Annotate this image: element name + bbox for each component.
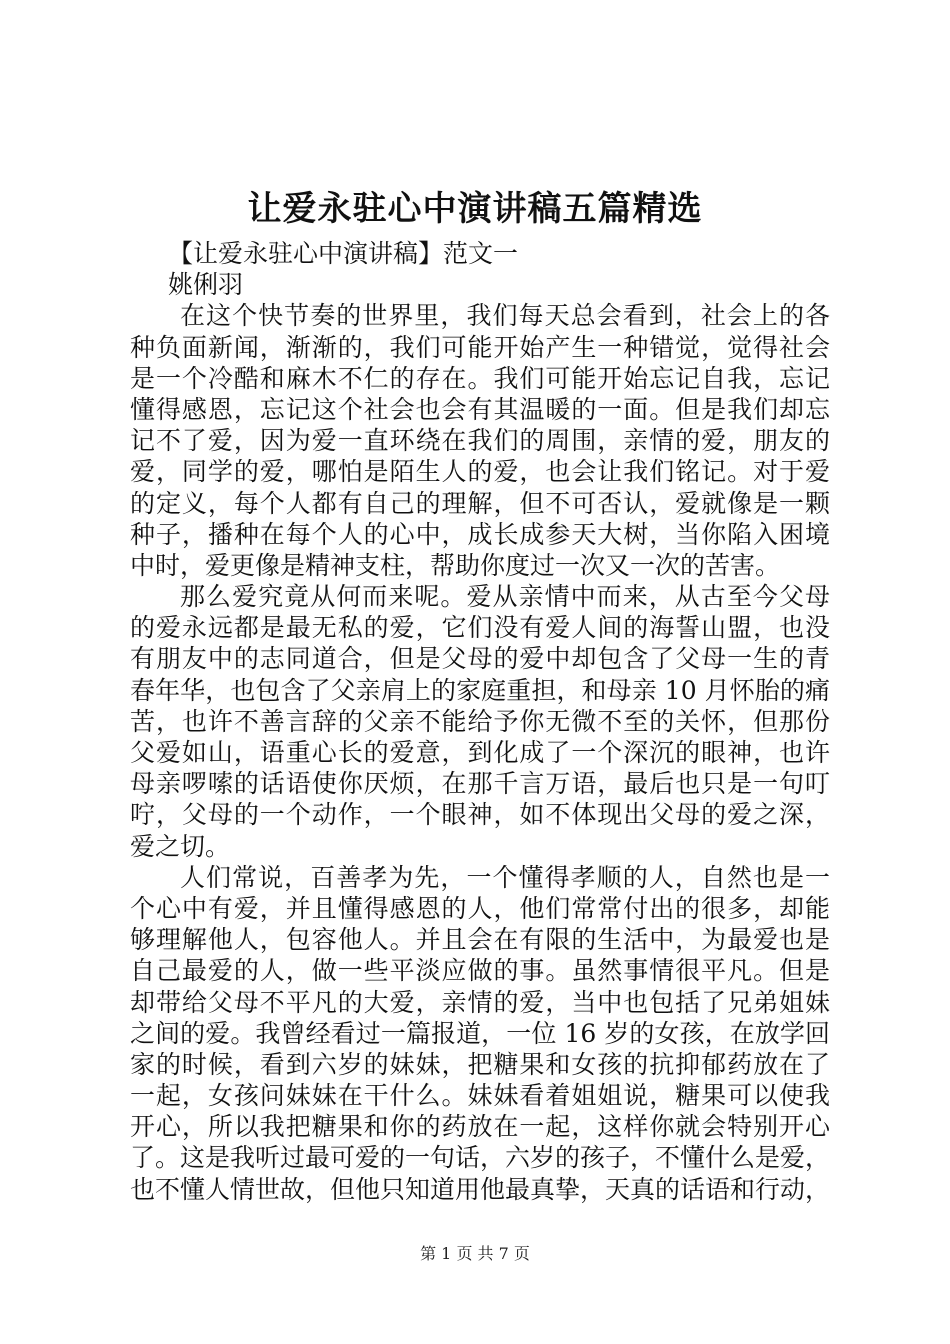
paragraph-line: 记不了爱，因为爱一直环绕在我们的周围，亲情的爱，朋友的 bbox=[130, 426, 830, 456]
paragraph-line: 也不懂人情世故，但他只知道用他最真挚，天真的话语和行动， bbox=[130, 1174, 830, 1204]
document-body bbox=[130, 238, 830, 1205]
paragraph-line: 母亲啰嗦的话语使你厌烦，在那千言万语，最后也只是一句叮 bbox=[130, 769, 830, 799]
paragraph-line: 父爱如山，语重心长的爱意，到化成了一个深沉的眼神，也许 bbox=[130, 738, 830, 767]
paragraph-line: 之间的爱。我曾经看过一篇报道，一位 16 岁的女孩，在放学回 bbox=[130, 1018, 830, 1048]
paragraph-line: 有朋友中的志同道合，但是父母的爱中却包含了父母一生的青 bbox=[130, 644, 830, 674]
paragraph-line: 的爱永远都是最无私的爱，它们没有爱人间的海誓山盟，也没 bbox=[130, 613, 830, 643]
paragraph-line: 人们常说，百善孝为先，一个懂得孝顺的人，自然也是一 bbox=[180, 862, 830, 892]
paragraph-line: 春年华，也包含了父亲肩上的家庭重担，和母亲 10 月怀胎的痛 bbox=[130, 675, 830, 705]
paragraph-line: 了。这是我听过最可爱的一句话，六岁的孩子，不懂什么是爱， bbox=[130, 1143, 830, 1173]
paragraph-line: 开心，所以我把糖果和你的药放在一起，这样你就会特别开心 bbox=[130, 1112, 830, 1142]
paragraph-line: 却带给父母不平凡的大爱，亲情的爱，当中也包括了兄弟姐妹 bbox=[130, 987, 830, 1017]
paragraph-line: 自己最爱的人，做一些平淡应做的事。虽然事情很平凡。但是 bbox=[130, 956, 830, 986]
paragraph-line: 的定义，每个人都有自己的理解，但不可否认，爱就像是一颗 bbox=[130, 488, 830, 518]
paragraph-line: 是一个冷酷和麻木不仁的存在。我们可能开始忘记自我，忘记 bbox=[130, 363, 830, 393]
paragraph-line: 家的时候，看到六岁的妹妹，把糖果和女孩的抗抑郁药放在了 bbox=[130, 1049, 830, 1079]
paragraph-line: 个心中有爱，并且懂得感恩的人，他们常常付出的很多，却能 bbox=[130, 893, 830, 923]
paragraph-line: 在这个快节奏的世界里，我们每天总会看到，社会上的各 bbox=[180, 301, 830, 331]
page-footer: 第 1 页 共 7 页 bbox=[420, 1244, 530, 1263]
author-name: 姚俐羽 bbox=[168, 270, 244, 300]
paragraph-line: 懂得感恩，忘记这个社会也会有其温暖的一面。但是我们却忘 bbox=[130, 394, 830, 424]
paragraph-line: 爱之切。 bbox=[130, 831, 231, 861]
paragraph-line: 苦，也许不善言辞的父亲不能给予你无微不至的关怀，但那份 bbox=[130, 706, 830, 736]
subheading: 【让爱永驻心中演讲稿】范文一 bbox=[168, 239, 519, 268]
paragraph-line: 种子，播种在每个人的心中，成长成参天大树，当你陷入困境 bbox=[130, 519, 830, 549]
paragraph-line: 咛，父母的一个动作，一个眼神，如不体现出父母的爱之深， bbox=[130, 800, 830, 830]
paragraph-line: 中时，爱更像是精神支柱，帮助你度过一次又一次的苦害。 bbox=[130, 550, 781, 580]
paragraph-line: 爱，同学的爱，哪怕是陌生人的爱，也会让我们铭记。对于爱 bbox=[130, 457, 830, 487]
paragraph-line: 够理解他人，包容他人。并且会在有限的生活中，为最爱也是 bbox=[130, 925, 830, 955]
paragraph-line: 一起，女孩问妹妹在干什么。妹妹看着姐姐说，糖果可以使我 bbox=[130, 1081, 830, 1111]
paragraph-line: 那么爱究竟从何而来呢。爱从亲情中而来，从古至今父母 bbox=[180, 582, 830, 612]
paragraph-line: 种负面新闻，渐渐的，我们可能开始产生一种错觉，觉得社会 bbox=[130, 332, 830, 362]
document-title: 让爱永驻心中演讲稿五篇精选 bbox=[247, 189, 703, 229]
